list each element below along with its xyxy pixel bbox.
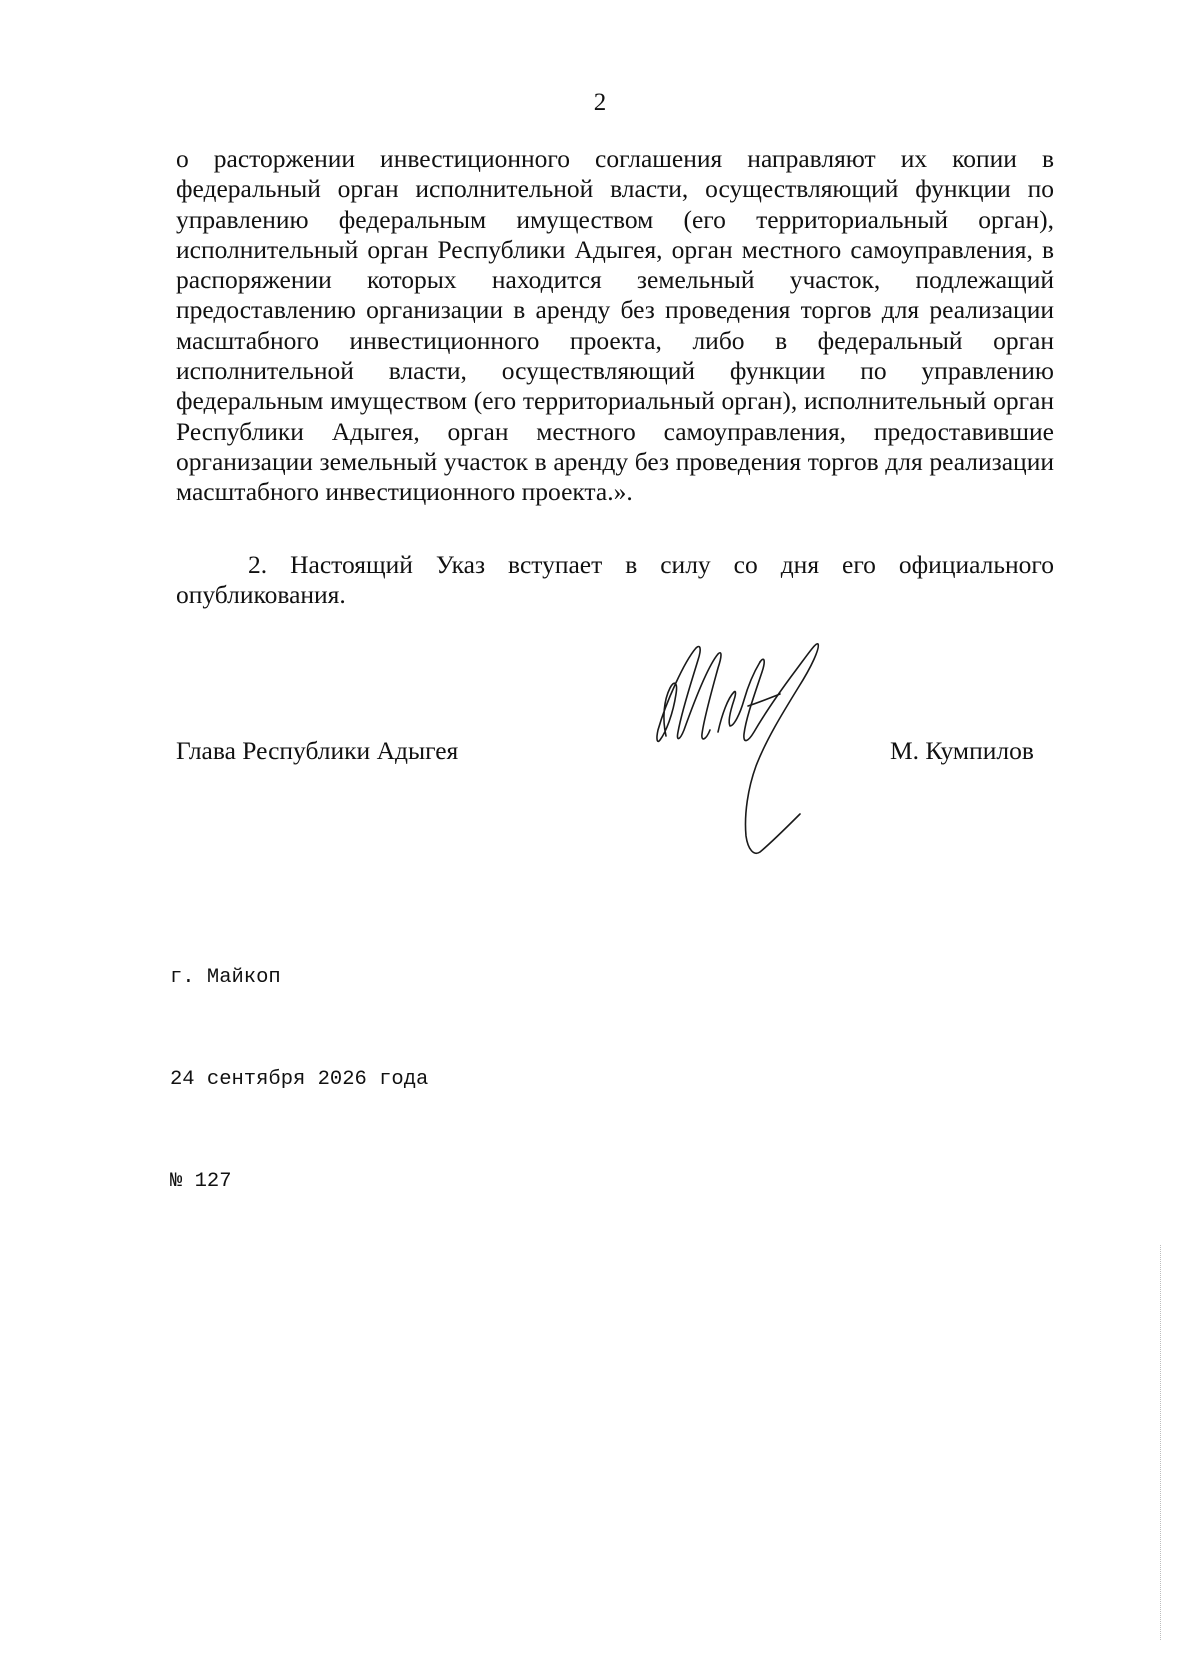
- paragraph-effective-date: 2. Настоящий Указ вступает в силу со дня его официального опубликования.: [176, 550, 1054, 610]
- place-date-number-block: [170, 893, 428, 1267]
- signatory-name: М. Кумпилов: [890, 736, 1034, 765]
- paragraph-continuation: о расторжении инвестиционного соглашения направляют их копии в федеральный орган исполнительной власти, осуществляющий функции по управлению федеральным имуществом (его территориальный орган), исполнительный орган Республики Адыгея, орган местного самоуправления, в распоряжении которых находится земельный участок, подлежащий предоставлению организации в аренду без проведения торгов для реализации масштабного инвестиционного проекта, либо в федеральный орган исполнительной власти, осуществляющий функции по управлению федеральным имуществом (его территориальный орган), исполнительный орган Республики Адыгея, орган местного самоуправления, предоставившие организации земельный участок в аренду без проведения торгов для реализации масштабного инвестиционного проекта.».: [176, 144, 1054, 507]
- scan-edge-line: [1160, 1245, 1162, 1640]
- signatory-title: Глава Республики Адыгея: [176, 736, 459, 765]
- signing-date: 24 сентября 2026 года: [170, 1068, 429, 1091]
- place-of-signing: г. Майкоп: [170, 966, 281, 989]
- page-number: 2: [593, 89, 607, 116]
- decree-number: № 127: [170, 1170, 232, 1193]
- handwritten-signature: [648, 636, 858, 886]
